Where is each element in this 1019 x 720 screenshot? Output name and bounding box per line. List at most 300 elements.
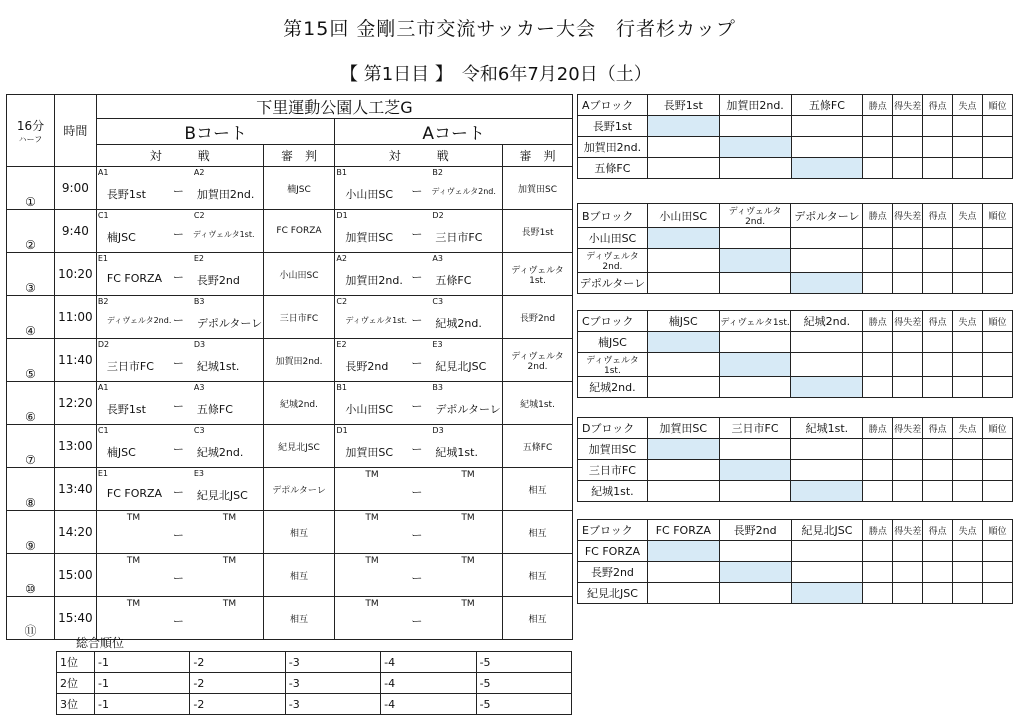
team1-name: 楠JSC [106, 446, 136, 459]
stat-header-conceded: 失点 [953, 520, 983, 541]
stat-header-wins: 勝点 [863, 418, 893, 439]
result-cell [791, 481, 863, 502]
team2-code: TM [461, 513, 475, 523]
court-a-referee: 相互 [503, 511, 573, 554]
stat-cell [983, 377, 1013, 398]
team1-code: E1 [97, 254, 109, 263]
stat-header-rank: 順位 [982, 418, 1012, 439]
stat-cell [953, 481, 983, 502]
result-cell [647, 158, 719, 179]
court-a-label: Aコート [335, 119, 573, 145]
stat-cell [893, 228, 923, 249]
rank-cell: -3 [285, 673, 380, 694]
rank-cell: -5 [476, 673, 571, 694]
result-cell [719, 273, 791, 294]
time-label: 時間 [54, 95, 96, 167]
stat-cell [923, 439, 953, 460]
result-cell [719, 583, 791, 604]
stat-cell [953, 158, 983, 179]
team2-name: 紀城2nd. [196, 446, 244, 459]
team1-name: 長野2nd [345, 360, 389, 373]
stat-cell [863, 332, 893, 353]
rank-cell: -2 [190, 694, 285, 715]
team2-code: D3 [432, 426, 444, 435]
team2-name: 紀見北JSC [196, 489, 248, 502]
result-cell [791, 377, 863, 398]
stat-cell [923, 481, 953, 502]
vs-dash: ー [172, 314, 184, 327]
team2-name: 五條FC [196, 403, 233, 416]
stat-cell [983, 332, 1013, 353]
stat-header-diff: 得失差 [893, 520, 923, 541]
stat-cell [893, 353, 923, 377]
stat-cell [863, 116, 893, 137]
block-row-team: 長野2nd [578, 562, 648, 583]
team2-code: D2 [432, 211, 444, 220]
result-cell [647, 377, 719, 398]
team1-code: A2 [336, 254, 347, 263]
result-cell [719, 481, 791, 502]
court-a-referee: 紀城1st. [503, 382, 573, 425]
court-b-match-label: 対 戦 [96, 145, 263, 167]
block-col-team: 五條FC [791, 95, 863, 116]
result-cell [719, 158, 791, 179]
team2-code: A3 [432, 254, 443, 263]
team2-code: TM [222, 599, 237, 609]
court-b-referee: 小山田SC [263, 253, 335, 296]
result-cell [719, 116, 791, 137]
stat-cell [953, 583, 983, 604]
stat-cell [983, 541, 1013, 562]
block-name: Dブロック [578, 418, 648, 439]
stat-cell [893, 332, 923, 353]
court-a-ref-label: 審 判 [503, 145, 573, 167]
block-row-team: 楠JSC [578, 332, 648, 353]
court-b-referee: 加賀田2nd. [263, 339, 335, 382]
stat-cell [893, 137, 923, 158]
ranking-title: 総合順位 [76, 636, 125, 650]
court-b-referee: 紀城2nd. [263, 382, 335, 425]
stat-cell [863, 228, 893, 249]
result-cell [791, 249, 863, 273]
block-table [577, 94, 1013, 179]
result-cell [791, 541, 863, 562]
match-time: 15:00 [54, 554, 96, 597]
stat-cell [953, 137, 983, 158]
page-title: 第15回 金剛三市交流サッカー大会 行者杉カップ [283, 18, 736, 40]
rank-cell: -1 [95, 673, 190, 694]
rank-cell: -4 [381, 652, 476, 673]
vs-dash: ー [411, 271, 423, 284]
block-row-team: 加賀田SC [578, 439, 648, 460]
stat-cell [863, 353, 893, 377]
schedule-table [6, 94, 573, 640]
stat-cell [923, 541, 953, 562]
block-col-team: デポルターレ [791, 204, 863, 228]
result-cell [647, 332, 719, 353]
team1-name: 三日市FC [106, 360, 154, 373]
court-a-referee: ディヴェルタ1st. [503, 253, 573, 296]
team1-name: 小山田SC [345, 188, 394, 201]
stat-cell [953, 228, 983, 249]
vs-dash: ー [411, 529, 423, 542]
team1-code: A1 [97, 168, 109, 177]
stat-cell [982, 273, 1012, 294]
court-a-referee: 相互 [503, 597, 573, 640]
stat-header-wins: 勝点 [863, 95, 893, 116]
team2-code: B2 [432, 168, 443, 177]
venue-label: 下里運動公園人工芝G [96, 95, 572, 119]
rank-label: 3位 [57, 694, 95, 715]
match-number: ⑧ [7, 468, 55, 511]
court-b-referee: 相互 [263, 554, 335, 597]
block-col-team: 三日市FC [719, 418, 791, 439]
court-a-match-label: 対 戦 [335, 145, 503, 167]
half-sub-label: ハーフ [18, 134, 43, 144]
team1-code: D1 [336, 426, 348, 435]
vs-dash: ー [172, 271, 184, 284]
vs-dash: ー [411, 357, 423, 370]
stat-cell [923, 273, 953, 294]
block-row-team: 三日市FC [578, 460, 648, 481]
stat-cell [863, 137, 893, 158]
team2-name: 五條FC [435, 274, 472, 287]
team1-code: TM [365, 556, 379, 566]
block-row-team: 長野1st [578, 116, 648, 137]
block-row-team: ディヴェルタ2nd. [578, 249, 648, 273]
match-time: 10:20 [54, 253, 96, 296]
stat-cell [893, 249, 923, 273]
stat-header-goals: 得点 [923, 418, 953, 439]
schedule-row [7, 253, 573, 296]
rank-cell: -1 [95, 652, 190, 673]
result-cell [647, 273, 719, 294]
result-cell [647, 137, 719, 158]
result-cell [719, 353, 791, 377]
court-a-referee: 相互 [503, 554, 573, 597]
match-time: 9:40 [54, 210, 96, 253]
court-b-referee: 紀見北JSC [263, 425, 335, 468]
match-time: 9:00 [54, 167, 96, 210]
result-cell [791, 116, 863, 137]
vs-dash: ー [411, 443, 423, 456]
rank-cell: -1 [95, 694, 190, 715]
stat-cell [982, 481, 1012, 502]
team1-code: D1 [336, 211, 348, 220]
team2-code: E3 [193, 469, 205, 478]
rank-cell: -4 [381, 694, 476, 715]
court-b-label: Bコート [96, 119, 335, 145]
stat-cell [982, 228, 1012, 249]
stat-cell [953, 116, 983, 137]
team1-code: C1 [97, 211, 109, 220]
vs-dash: ー [172, 228, 184, 241]
block-col-team: 加賀田2nd. [719, 95, 791, 116]
match-number: ⑦ [7, 425, 55, 468]
vs-dash: ー [411, 572, 423, 585]
result-cell [719, 460, 791, 481]
result-cell [791, 439, 863, 460]
block-row-team: FC FORZA [578, 541, 648, 562]
schedule-row [7, 210, 573, 253]
block-col-team: 紀城2nd. [791, 311, 863, 332]
stat-header-goals: 得点 [923, 520, 953, 541]
schedule-row [7, 554, 573, 597]
team1-name: FC FORZA [106, 487, 163, 500]
team1-name: 加賀田SC [345, 446, 394, 459]
court-b-referee: FC FORZA [263, 210, 335, 253]
page-subtitle: 【 第1日目 】 令和6年7月20日（土） [340, 64, 652, 85]
team2-code: TM [222, 513, 237, 523]
result-cell [791, 460, 863, 481]
stat-cell [923, 562, 953, 583]
stat-cell [982, 116, 1012, 137]
stat-cell [863, 562, 893, 583]
ranking-row [57, 694, 572, 715]
match-number: ⑩ [7, 554, 55, 597]
team2-name: ディヴェルタ1st. [192, 230, 255, 239]
vs-dash: ー [172, 185, 184, 198]
half-label: 16分 [16, 118, 45, 133]
ranking-table [56, 651, 572, 715]
stat-cell [893, 541, 923, 562]
team1-name: 長野1st [106, 403, 146, 416]
team1-code: B2 [97, 297, 109, 306]
team2-name: 長野2nd [196, 274, 240, 287]
team2-code: A2 [193, 168, 205, 177]
team1-name: ディヴェルタ1st. [345, 316, 408, 325]
result-cell [719, 249, 791, 273]
stat-cell [863, 158, 893, 179]
result-cell [719, 377, 791, 398]
vs-dash: ー [172, 486, 184, 499]
ranking-row [57, 652, 572, 673]
stat-cell [953, 332, 983, 353]
match-number: ① [7, 167, 55, 210]
stat-header-rank: 順位 [982, 95, 1012, 116]
block-col-team: FC FORZA [647, 520, 719, 541]
schedule-row [7, 425, 573, 468]
team1-code: E1 [97, 469, 109, 478]
team1-name: ディヴェルタ2nd. [106, 316, 172, 325]
team1-name: 加賀田SC [345, 231, 394, 244]
rank-cell: -5 [476, 694, 571, 715]
stat-header-conceded: 失点 [953, 204, 983, 228]
stat-cell [983, 353, 1013, 377]
stat-header-rank: 順位 [983, 311, 1013, 332]
team1-code: TM [126, 599, 141, 609]
block-col-team: 紀見北JSC [791, 520, 863, 541]
court-b-ref-label: 審 判 [263, 145, 335, 167]
block-name: Eブロック [578, 520, 648, 541]
team1-name: FC FORZA [106, 272, 163, 285]
stat-cell [982, 249, 1012, 273]
schedule-row [7, 296, 573, 339]
stat-header-wins: 勝点 [863, 520, 893, 541]
block-col-team: 楠JSC [647, 311, 719, 332]
result-cell [647, 228, 719, 249]
ranking-row [57, 673, 572, 694]
match-number: ④ [7, 296, 55, 339]
team2-code: A3 [193, 383, 205, 392]
block-col-team: 小山田SC [647, 204, 719, 228]
team2-code: B3 [193, 297, 205, 306]
court-b-referee: 三日市FC [263, 296, 335, 339]
result-cell [647, 116, 719, 137]
stat-header-diff: 得失差 [893, 204, 923, 228]
block-table [577, 203, 1013, 294]
stat-cell [923, 583, 953, 604]
result-cell [791, 228, 863, 249]
team1-code: D2 [97, 340, 110, 349]
team1-code: TM [126, 556, 141, 566]
block-name: Bブロック [578, 204, 648, 228]
result-cell [791, 353, 863, 377]
rank-cell: -2 [190, 652, 285, 673]
vs-dash: ー [411, 228, 423, 241]
vs-dash: ー [172, 443, 184, 456]
court-a-referee: 五條FC [503, 425, 573, 468]
stat-cell [953, 541, 983, 562]
stat-cell [893, 439, 923, 460]
result-cell [647, 481, 719, 502]
team1-name: 楠JSC [106, 231, 136, 244]
match-number: ⑤ [7, 339, 55, 382]
court-b-referee: デポルターレ [263, 468, 335, 511]
stat-cell [923, 332, 953, 353]
team2-code: TM [461, 599, 475, 609]
match-time: 14:20 [54, 511, 96, 554]
stat-header-conceded: 失点 [953, 95, 983, 116]
result-cell [791, 158, 863, 179]
block-name: Aブロック [578, 95, 648, 116]
result-cell [791, 583, 863, 604]
court-b-referee: 楠JSC [263, 167, 335, 210]
team1-name: 小山田SC [345, 403, 394, 416]
rank-cell: -3 [285, 694, 380, 715]
stat-header-goals: 得点 [923, 311, 953, 332]
stat-cell [863, 541, 893, 562]
rank-cell: -5 [476, 652, 571, 673]
block-table [577, 417, 1013, 502]
stat-header-conceded: 失点 [953, 418, 983, 439]
stat-cell [983, 583, 1013, 604]
result-cell [719, 562, 791, 583]
vs-dash: ー [172, 357, 184, 370]
team2-name: 三日市FC [435, 231, 483, 244]
team2-code: C2 [193, 211, 205, 220]
team1-code: B1 [336, 383, 347, 392]
team1-code: TM [126, 513, 141, 523]
result-cell [647, 439, 719, 460]
team2-name: ディヴェルタ2nd. [431, 187, 496, 196]
rank-cell: -2 [190, 673, 285, 694]
stat-cell [923, 137, 953, 158]
match-number: ③ [7, 253, 55, 296]
result-cell [647, 541, 719, 562]
schedule-row [7, 167, 573, 210]
block-row-team: 加賀田2nd. [578, 137, 648, 158]
block-col-team: 加賀田SC [647, 418, 719, 439]
court-a-referee: 相互 [503, 468, 573, 511]
team2-code: D3 [193, 340, 206, 349]
block-table [577, 310, 1013, 398]
stat-cell [923, 228, 953, 249]
stat-cell [982, 460, 1012, 481]
team1-code: A1 [97, 383, 109, 392]
stat-cell [863, 481, 893, 502]
result-cell [791, 562, 863, 583]
team2-name: デポルターレ [196, 317, 263, 330]
court-b-referee: 相互 [263, 511, 335, 554]
stat-cell [923, 460, 953, 481]
team2-name: 紀城2nd. [435, 317, 482, 330]
court-a-referee: ディヴェルタ2nd. [503, 339, 573, 382]
stat-header-rank: 順位 [982, 204, 1012, 228]
match-number: ⑪ [7, 597, 55, 640]
stat-cell [863, 460, 893, 481]
team1-code: TM [365, 513, 379, 523]
stat-cell [923, 249, 953, 273]
match-time: 11:00 [54, 296, 96, 339]
result-cell [647, 583, 719, 604]
court-a-referee: 長野1st [503, 210, 573, 253]
block-col-team: 長野1st [647, 95, 719, 116]
rank-cell: -3 [285, 652, 380, 673]
match-time: 13:40 [54, 468, 96, 511]
result-cell [791, 137, 863, 158]
team2-code: E2 [193, 254, 205, 263]
block-col-team: ディヴェルタ2nd. [719, 204, 791, 228]
half-label-cell [7, 95, 55, 167]
result-cell [719, 228, 791, 249]
stat-cell [953, 353, 983, 377]
team2-code: E3 [432, 340, 443, 349]
court-b-referee: 相互 [263, 597, 335, 640]
block-col-team: ディヴェルタ1st. [719, 311, 791, 332]
result-cell [719, 137, 791, 158]
stat-header-goals: 得点 [923, 95, 953, 116]
schedule-row [7, 468, 573, 511]
vs-dash: ー [172, 529, 184, 542]
schedule-row [7, 511, 573, 554]
result-cell [791, 273, 863, 294]
team1-code: C1 [97, 426, 109, 435]
stat-header-rank: 順位 [983, 520, 1013, 541]
result-cell [719, 439, 791, 460]
result-cell [647, 562, 719, 583]
block-col-team: 長野2nd [719, 520, 791, 541]
block-row-team: 小山田SC [578, 228, 648, 249]
stat-cell [863, 583, 893, 604]
team1-name: 長野1st [106, 188, 146, 201]
stat-header-diff: 得失差 [893, 418, 923, 439]
team2-code: TM [461, 470, 475, 480]
result-cell [719, 541, 791, 562]
match-number: ② [7, 210, 55, 253]
vs-dash: ー [411, 615, 423, 628]
stat-cell [863, 439, 893, 460]
stat-cell [893, 583, 923, 604]
court-a-referee: 長野2nd [503, 296, 573, 339]
team2-code: B3 [432, 383, 443, 392]
team2-name: 紀城1st. [196, 360, 240, 373]
block-row-team: デポルターレ [578, 273, 648, 294]
rank-label: 2位 [57, 673, 95, 694]
team1-code: B1 [336, 168, 347, 177]
stat-cell [923, 377, 953, 398]
vs-dash: ー [172, 615, 184, 628]
